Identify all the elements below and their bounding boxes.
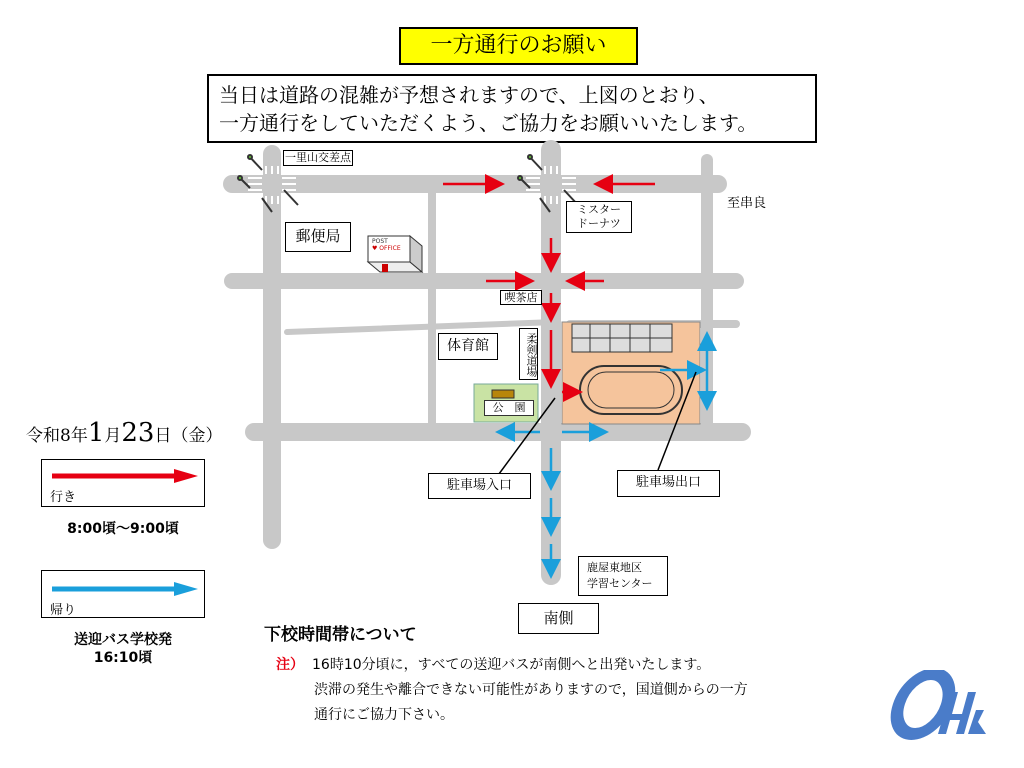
label-judo-hall: 柔剣道場 <box>519 328 538 380</box>
label-south-side: 南側 <box>518 603 599 634</box>
legend-return-line-1: 送迎バス学校発 <box>74 632 172 648</box>
legend-going <box>41 459 205 507</box>
label-gym: 体育館 <box>438 333 498 360</box>
label-learning-center-line-1: 鹿屋東地区 <box>587 561 642 574</box>
label-kissaten: 喫茶店 <box>500 290 542 305</box>
date-day-unit: 日 <box>154 426 172 446</box>
label-post-office: 郵便局 <box>285 222 351 252</box>
blue-arrow-icon <box>50 581 200 597</box>
dismissal-note <box>276 653 748 728</box>
legend-return <box>41 570 205 618</box>
date-weekday: （金） <box>171 426 223 446</box>
park-building-icon <box>492 390 514 398</box>
notice-line-2: 一方通行をしていただくよう、ご協力をお願いいたします。 <box>219 111 758 135</box>
event-date <box>26 418 222 448</box>
legend-going-label: 行き <box>50 490 77 505</box>
label-park: 公 園 <box>484 400 534 416</box>
label-ichirizan: 一里山交差点 <box>285 151 351 164</box>
label-learning-center-line-2: 学習センター <box>587 577 653 590</box>
note-mark: 注） <box>276 657 304 673</box>
post-sign-line-1: POST <box>372 238 388 245</box>
legend-going-time: 8:00頃～9:00頃 <box>67 521 179 537</box>
date-prefix: 令和8年 <box>26 426 88 446</box>
dismissal-heading: 下校時間帯について <box>264 625 417 645</box>
label-parking-exit: 駐車場出口 <box>617 470 720 497</box>
date-day: 23 <box>121 418 155 448</box>
label-kushira: 至串良 <box>727 196 767 211</box>
note-line-2: 渋滞の発生や離合できない可能性がありますので，国道側からの一方 <box>314 682 748 698</box>
label-parking-entrance: 駐車場入口 <box>428 473 531 499</box>
date-month: 1 <box>87 418 105 448</box>
note-line-3: 通行にご協力下さい。 <box>314 707 454 723</box>
date-month-unit: 月 <box>104 426 122 446</box>
legend-return-label: 帰り <box>50 603 77 618</box>
ohk-logo-icon <box>890 670 988 740</box>
label-mister-donut-line-2: ドーナツ <box>577 217 621 230</box>
label-mister-donut-line-1: ミスター <box>577 203 621 216</box>
road-small <box>287 322 556 332</box>
post-sign-line-2: ♥ OFFICE <box>372 245 401 252</box>
note-line-1: 16時10分頃に，すべての送迎バスが南側へと出発いたします。 <box>312 657 711 673</box>
post-sign <box>372 238 401 252</box>
red-arrow-icon <box>50 468 200 484</box>
page-title: 一方通行のお願い <box>399 27 638 65</box>
school-building-icon <box>572 324 672 352</box>
legend-return-line-2: 16:10頃 <box>93 650 153 666</box>
label-learning-center <box>578 556 668 596</box>
notice-line-1: 当日は道路の混雑が予想されますので、上図のとおり、 <box>219 83 719 107</box>
label-mister-donut <box>566 201 632 233</box>
legend-return-time <box>41 631 205 667</box>
